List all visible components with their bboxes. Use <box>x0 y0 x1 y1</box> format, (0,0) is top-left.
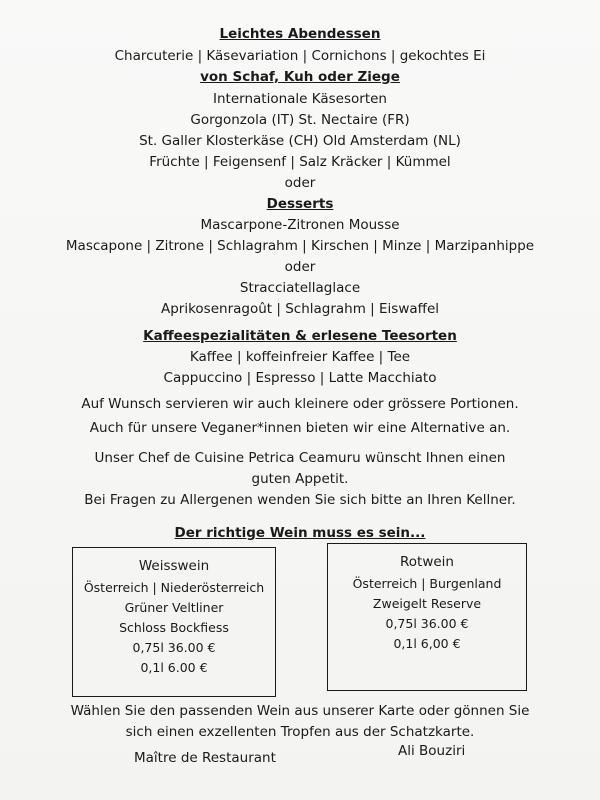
abend-items: Charcuterie | Käsevariation | Cornichons | gekochtes Ei <box>114 48 486 64</box>
signature-role: Maître de Restaurant <box>134 750 276 766</box>
kaese-line-2: Gorgonzola (IT) St. Nectaire (FR) <box>190 112 410 128</box>
kaese-or: oder <box>284 175 316 191</box>
desserts-line-3: Stracciatellaglace <box>239 280 361 296</box>
desserts-line-4: Aprikosenragoût | Schlagrahm | Eiswaffel <box>160 301 439 317</box>
red-wine-grape: Zweigelt Reserve <box>372 596 482 611</box>
kaese-line-1: Internationale Käsesorten <box>213 91 387 107</box>
red-wine-box <box>327 543 527 691</box>
desserts-or: oder <box>284 259 316 275</box>
kaese-line-4: Früchte | Feigensenf | Salz Kräcker | Kümmel <box>149 154 451 170</box>
white-wine-box <box>72 547 276 697</box>
note-portion: Auf Wunsch servieren wir auch kleinere oder grössere Portionen. <box>81 396 519 412</box>
heading-kaffee: Kaffeespezialitäten & erlesene Teesorten <box>143 328 457 344</box>
heading-wine: Der richtige Wein muss es sein... <box>174 525 426 541</box>
kaffee-line-1: Kaffee | koffeinfreier Kaffee | Tee <box>189 349 411 365</box>
white-wine-grape: Grüner Veltliner <box>124 600 224 615</box>
desserts-line-2: Mascapone | Zitrone | Schlagrahm | Kirschen | Minze | Marzipanhippe <box>65 238 535 254</box>
kaese-line-3: St. Galler Klosterkäse (CH) Old Amsterdam (NL) <box>139 133 461 149</box>
red-wine-title: Rotwein <box>400 554 454 570</box>
white-wine-title: Weisswein <box>138 558 210 574</box>
white-wine-region: Österreich | Niederösterreich <box>83 580 265 595</box>
closing-line-1: Wählen Sie den passenden Wein aus unserer Karte oder gönnen Sie <box>70 703 530 719</box>
red-wine-price-bottle: 0,75l 36.00 € <box>385 616 469 631</box>
kaffee-line-2: Cappuccino | Espresso | Latte Macchiato <box>163 370 437 386</box>
white-wine-price-glass: 0,1l 6.00 € <box>140 660 208 675</box>
heading-kaese: von Schaf, Kuh oder Ziege <box>200 69 400 85</box>
red-wine-region: Österreich | Burgenland <box>352 576 502 591</box>
note-chef-2: guten Appetit. <box>251 471 349 487</box>
desserts-line-1: Mascarpone-Zitronen Mousse <box>200 217 400 233</box>
white-wine-producer: Schloss Bockfiess <box>119 620 229 635</box>
heading-desserts: Desserts <box>266 196 334 212</box>
note-allergen: Bei Fragen zu Allergenen wenden Sie sich bitte an Ihren Kellner. <box>84 492 516 508</box>
red-wine-price-glass: 0,1l 6,00 € <box>393 636 461 651</box>
signature-name: Ali Bouziri <box>398 743 466 759</box>
note-vegan: Auch für unsere Veganer*innen bieten wir eine Alternative an. <box>89 420 511 436</box>
white-wine-price-bottle: 0,75l 36.00 € <box>132 640 216 655</box>
heading-leichtes-abendessen: Leichtes Abendessen <box>219 26 381 42</box>
note-chef-1: Unser Chef de Cuisine Petrica Ceamuru wünscht Ihnen einen <box>94 450 506 466</box>
closing-line-2: sich einen exzellenten Tropfen aus der Schatzkarte. <box>125 724 475 740</box>
